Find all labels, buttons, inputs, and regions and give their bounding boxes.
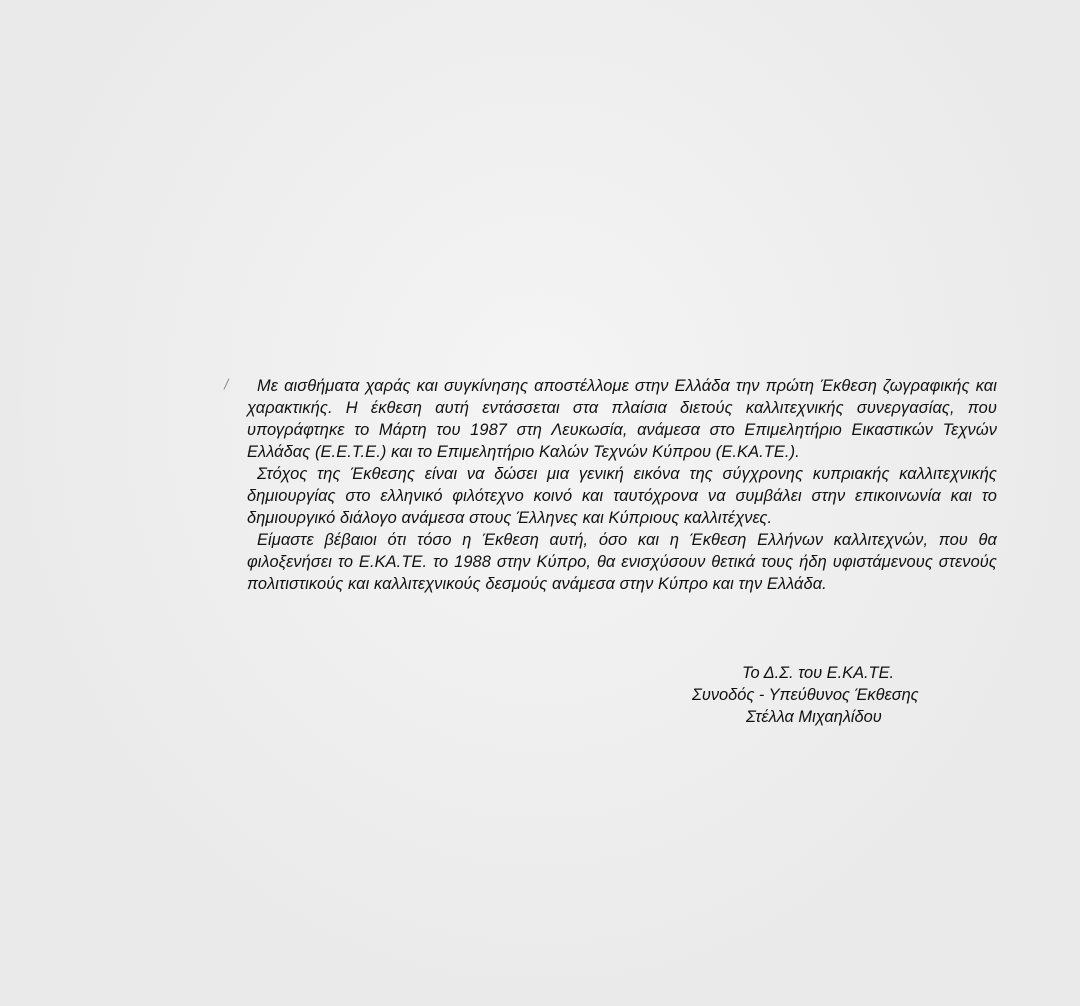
paragraph-1: Με αισθήματα χαράς και συγκίνησης αποστέλλομε στην Ελλάδα την πρώτη Έκθεση ζωγραφικής και χαρακτικής. Η έκθεση αυτή εντάσσεται στα πλαίσια διετούς καλλιτεχνικής συνεργασίας, που υπογράφτηκε το Μάρτη του 1987 στη Λευκωσία, ανάμεσα στο Επιμελητήριο Εικαστικών Τεχνών Ελλάδας (Ε.Ε.Τ.Ε.) και το Επιμελητήριο Καλών Τεχνών Κύπρου (Ε.ΚΑ.ΤΕ.).	[247, 377, 997, 461]
paragraph-2: Στόχος της Έκθεσης είναι να δώσει μια γενική εικόνα της σύγχρονης κυπριακής καλλιτεχνικής δημιουργίας στο ελληνικό φιλότεχνο κοινό και ταυτόχρονα να συμβάλει στην επικοινωνία και το δημιουργικό διάλογο ανάμεσα στους Έλληνες και Κύπριους καλλιτέχνες.	[247, 465, 997, 527]
signature-organization: Το Δ.Σ. του Ε.ΚΑ.ΤΕ.	[742, 664, 895, 682]
paragraph-3: Είμαστε βέβαιοι ότι τόσο η Έκθεση αυτή, όσο και η Έκθεση Ελλήνων καλλιτεχνών, που θα φιλοξενήσει το Ε.ΚΑ.ΤΕ. το 1988 στην Κύπρο, θα ενισχύσουν θετικά τους ήδη υφιστάμενους στενούς πολιτιστικούς και καλλιτεχνικούς δεσμούς ανάμεσα στην Κύπρο και την Ελλάδα.	[247, 531, 997, 593]
signature-name: Στέλλα Μιχαηλίδου	[746, 708, 882, 726]
letter-body	[247, 375, 997, 595]
stray-mark	[224, 378, 230, 389]
signature-block	[690, 662, 990, 728]
signature-role: Συνοδός - Υπεύθυνος Έκθεσης	[692, 686, 919, 704]
